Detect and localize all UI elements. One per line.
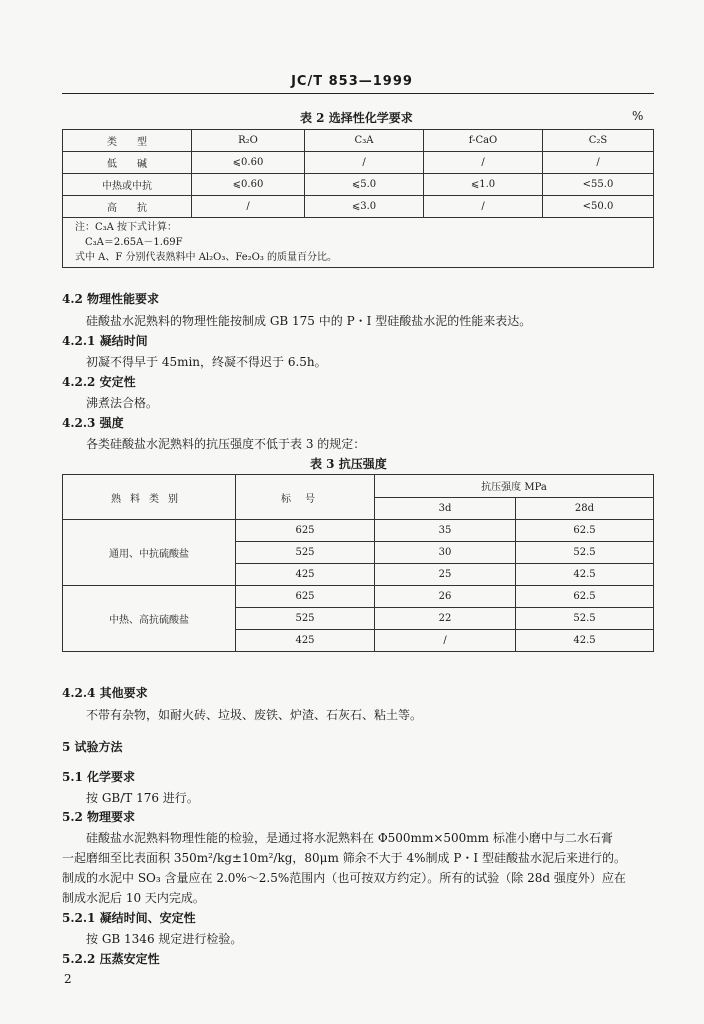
table3-header-28d: 28d (516, 497, 654, 520)
section-4-2-1-heading: 4.2.1 凝结时间 (62, 334, 148, 348)
table3-group-name: 通用、中抗硫酸盐 (63, 520, 236, 586)
section-5-1-heading: 5.1 化学要求 (62, 770, 136, 784)
table3-cell: 62.5 (516, 520, 654, 542)
table-row (63, 586, 654, 608)
table3-cell: 52.5 (516, 608, 654, 630)
table3-header-row (63, 475, 654, 498)
table2-cell: / (424, 152, 543, 174)
table3-cell: 625 (236, 586, 375, 608)
table2-cell: / (192, 196, 305, 218)
section-4-2-2-text: 沸煮法合格。 (86, 396, 159, 410)
table-row (63, 152, 654, 174)
table3-cell: 425 (236, 630, 375, 652)
table2-cell: 低 碱 (63, 152, 192, 174)
section-5-2-heading: 5.2 物理要求 (62, 810, 136, 824)
table3-header-3d: 3d (375, 497, 516, 520)
table3-cell: 26 (375, 586, 516, 608)
table3-cell: 52.5 (516, 542, 654, 564)
section-4-2-1-text: 初凝不得早于 45min，终凝不得迟于 6.5h。 (86, 355, 327, 369)
section-5-2-1-text: 按 GB 1346 规定进行检验。 (86, 932, 243, 946)
table-row (63, 196, 654, 218)
section-5-2-line: 制成的水泥中 SO₃ 含量应在 2.0%～2.5%范围内（也可按双方约定）。所有的试验（除 28d 强度外）应在 (62, 871, 626, 885)
table3-caption: 表 3 抗压强度 (310, 457, 387, 471)
table2-header-c2s: C₂S (543, 130, 654, 152)
table2-cell: ⩽0.60 (192, 152, 305, 174)
table3-header-grade (236, 475, 375, 520)
table2-note (63, 218, 654, 268)
table3-cell: 25 (375, 564, 516, 586)
section-5-2-1-heading: 5.2.1 凝结时间、安定性 (62, 911, 196, 925)
table2-cell: <55.0 (543, 174, 654, 196)
section-4-2-2-heading: 4.2.2 安定性 (62, 375, 136, 389)
table2-header-fcao: f-CaO (424, 130, 543, 152)
table3-cell: 62.5 (516, 586, 654, 608)
section-4-2-text: 硅酸盐水泥熟料的物理性能按制成 GB 175 中的 P・I 型硅酸盐水泥的性能来表达。 (86, 314, 532, 328)
table2-chemical-requirements (62, 129, 654, 268)
table3-cell: 42.5 (516, 564, 654, 586)
table2-header-type: 类 型 (63, 130, 192, 152)
section-4-2-3-text: 各类硅酸盐水泥熟料的抗压强度不低于表 3 的规定： (86, 437, 366, 451)
table3-group-name: 中热、高抗硫酸盐 (63, 586, 236, 652)
table2-cell: ⩽5.0 (305, 174, 424, 196)
table2-header-r2o: R₂O (192, 130, 305, 152)
table3-cell: 30 (375, 542, 516, 564)
table-row (63, 174, 654, 196)
table3-compressive-strength (62, 474, 654, 652)
standard-number: JC/T 853—1999 (291, 74, 413, 89)
page-number: 2 (64, 972, 72, 986)
table2-note-formula: C₃A＝2.65A－1.69F (85, 237, 183, 248)
table3-cell: / (375, 630, 516, 652)
table2-cell: ⩽3.0 (305, 196, 424, 218)
table2-cell: <50.0 (543, 196, 654, 218)
section-5-2-line: 制成水泥后 10 天内完成。 (62, 891, 205, 905)
table3-header-type (63, 475, 236, 520)
section-5-2-line: 硅酸盐水泥熟料物理性能的检验，是通过将水泥熟料在 Φ500mm×500mm 标准小磨中与二水石膏 (86, 831, 613, 845)
section-4-2-heading: 4.2 物理性能要求 (62, 292, 160, 306)
section-4-2-4-text: 不带有杂物，如耐火砖、垃圾、废铁、炉渣、石灰石、粘土等。 (86, 708, 423, 722)
table2-unit: % (632, 109, 644, 123)
table2-cell: ⩽1.0 (424, 174, 543, 196)
table2-note-line: 式中 A、F 分别代表熟料中 Al₂O₃、Fe₂O₃ 的质量百分比。 (75, 252, 338, 263)
table3-header-grade-label: 标号 (281, 493, 329, 505)
table3-cell: 22 (375, 608, 516, 630)
section-5-2-2-heading: 5.2.2 压蒸安定性 (62, 952, 160, 966)
header-rule (62, 93, 654, 94)
table2-header-row (63, 130, 654, 152)
table2-cell: 高 抗 (63, 196, 192, 218)
table3-cell: 35 (375, 520, 516, 542)
table2-header-c3a: C₃A (305, 130, 424, 152)
table2-note-line: 注：C₃A 按下式计算： (75, 222, 178, 233)
table2-note-row (63, 218, 654, 268)
table2-cell: ⩽0.60 (192, 174, 305, 196)
section-5-heading: 5 试验方法 (62, 740, 123, 754)
table2-cell: / (305, 152, 424, 174)
table3-cell: 525 (236, 542, 375, 564)
table2-cell: / (424, 196, 543, 218)
section-4-2-4-heading: 4.2.4 其他要求 (62, 686, 148, 700)
table3-cell: 425 (236, 564, 375, 586)
table2-caption: 表 2 选择性化学要求 (300, 111, 413, 125)
table3-cell: 625 (236, 520, 375, 542)
table2-cell: / (543, 152, 654, 174)
table-row (63, 520, 654, 542)
table2-cell: 中热或中抗 (63, 174, 192, 196)
table3-header-type-label: 熟料类别 (111, 493, 187, 505)
section-4-2-3-heading: 4.2.3 强度 (62, 416, 124, 430)
table3-header-strength: 抗压强度 MPa (375, 475, 654, 498)
table3-cell: 525 (236, 608, 375, 630)
table3-cell: 42.5 (516, 630, 654, 652)
section-5-2-line: 一起磨细至比表面积 350m²/kg±10m²/kg，80μm 筛余不大于 4%制成 P・I 型硅酸盐水泥后来进行的。 (62, 851, 626, 865)
section-5-1-text: 按 GB/T 176 进行。 (86, 791, 199, 805)
